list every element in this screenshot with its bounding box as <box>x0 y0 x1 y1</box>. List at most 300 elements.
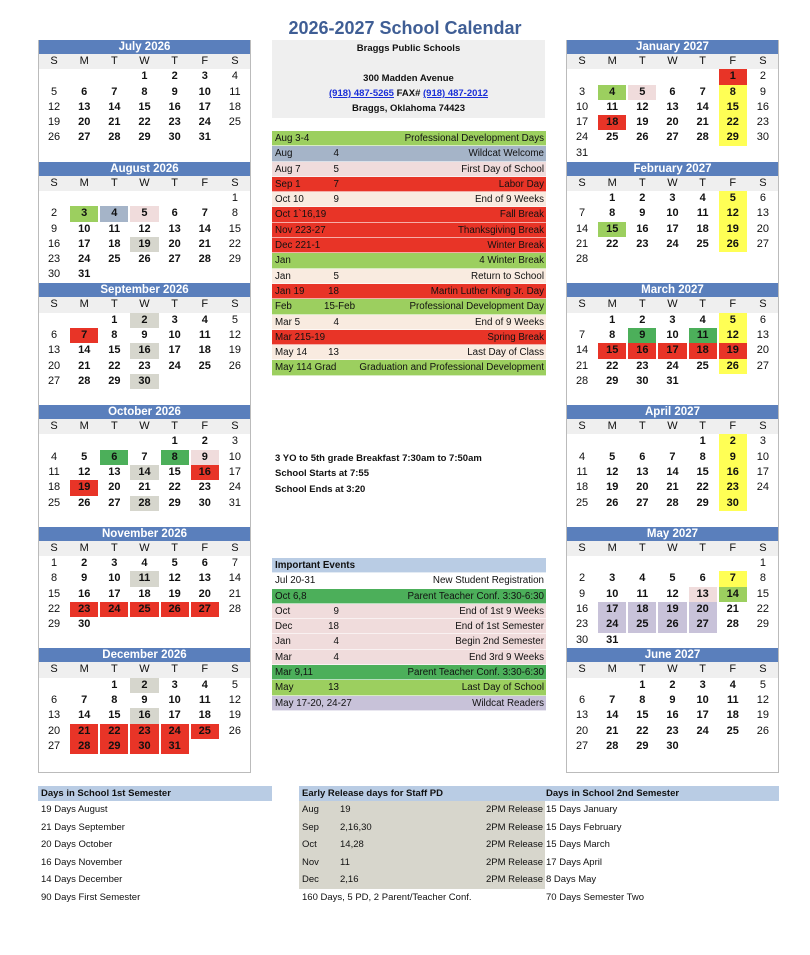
day-cell[interactable]: 19 <box>658 602 686 617</box>
day-cell[interactable]: 13 <box>47 709 61 722</box>
day-cell[interactable]: 15 <box>47 587 61 600</box>
day-cell[interactable]: 15 <box>108 709 121 722</box>
day-cell[interactable]: 26 <box>719 237 747 252</box>
day-cell[interactable]: 2 <box>639 191 646 204</box>
day-cell[interactable]: 22 <box>47 602 61 615</box>
day-cell[interactable]: 23 <box>168 116 181 129</box>
day-cell[interactable]: 9 <box>639 207 646 220</box>
day-cell[interactable]: 17 <box>696 709 709 722</box>
day-cell[interactable]: 30 <box>636 374 649 387</box>
day-cell[interactable]: 17 <box>228 465 242 478</box>
day-cell[interactable]: 10 <box>168 328 181 341</box>
day-cell[interactable]: 30 <box>198 496 211 509</box>
day-cell[interactable]: 11 <box>130 571 158 586</box>
day-cell[interactable]: 6 <box>669 85 676 98</box>
day-cell[interactable]: 20 <box>666 116 679 129</box>
day-cell[interactable]: 24 <box>161 724 189 739</box>
day-cell[interactable]: 1 <box>171 435 178 448</box>
day-cell[interactable]: 28 <box>575 374 589 387</box>
day-cell[interactable]: 25 <box>628 617 656 632</box>
day-cell[interactable]: 30 <box>756 131 770 144</box>
day-cell[interactable]: 5 <box>51 85 58 98</box>
day-cell[interactable]: 28 <box>78 374 91 387</box>
day-cell[interactable]: 11 <box>48 465 60 478</box>
day-cell[interactable]: 4 <box>51 450 58 463</box>
day-cell[interactable]: 18 <box>47 481 61 494</box>
day-cell[interactable]: 18 <box>628 602 656 617</box>
day-cell[interactable]: 26 <box>161 602 189 617</box>
day-cell[interactable]: 9 <box>171 85 178 98</box>
day-cell[interactable]: 6 <box>100 450 128 465</box>
day-cell[interactable]: 25 <box>191 724 219 739</box>
day-cell[interactable]: 13 <box>756 328 770 341</box>
day-cell[interactable]: 22 <box>636 724 649 737</box>
day-cell[interactable]: 21 <box>78 359 91 372</box>
day-cell[interactable]: 5 <box>81 450 88 463</box>
day-cell[interactable]: 6 <box>759 313 766 326</box>
day-cell[interactable]: 8 <box>231 207 238 220</box>
day-cell[interactable]: 7 <box>231 557 238 570</box>
day-cell[interactable]: 4 <box>201 678 208 691</box>
day-cell[interactable]: 12 <box>47 100 61 113</box>
day-cell[interactable]: 20 <box>689 602 717 617</box>
day-cell[interactable]: 18 <box>138 587 151 600</box>
day-cell[interactable]: 19 <box>47 116 61 129</box>
day-cell[interactable]: 8 <box>639 694 646 707</box>
day-cell[interactable]: 16 <box>47 237 61 250</box>
day-cell[interactable]: 8 <box>141 85 148 98</box>
day-cell[interactable]: 16 <box>628 343 656 358</box>
day-cell[interactable]: 13 <box>689 587 717 602</box>
day-cell[interactable]: 13 <box>47 344 61 357</box>
day-cell[interactable]: 12 <box>168 572 181 585</box>
day-cell[interactable]: 21 <box>696 116 709 129</box>
day-cell[interactable]: 15 <box>719 100 747 115</box>
day-cell[interactable]: 22 <box>100 724 128 739</box>
day-cell[interactable]: 27 <box>666 131 679 144</box>
day-cell[interactable]: 23 <box>130 724 158 739</box>
day-cell[interactable]: 24 <box>168 359 181 372</box>
day-cell[interactable]: 20 <box>636 481 649 494</box>
day-cell[interactable]: 23 <box>636 359 649 372</box>
day-cell[interactable]: 17 <box>198 100 211 113</box>
day-cell[interactable]: 5 <box>231 678 238 691</box>
day-cell[interactable]: 3 <box>669 313 676 326</box>
day-cell[interactable]: 11 <box>726 694 739 707</box>
day-cell[interactable]: 2 <box>759 70 766 83</box>
day-cell[interactable]: 6 <box>51 328 58 341</box>
day-cell[interactable]: 24 <box>575 131 589 144</box>
day-cell[interactable]: 25 <box>228 116 242 129</box>
day-cell[interactable]: 25 <box>696 237 709 250</box>
day-cell[interactable]: 9 <box>669 694 676 707</box>
day-cell[interactable]: 13 <box>198 572 211 585</box>
day-cell[interactable]: 7 <box>699 85 706 98</box>
day-cell[interactable]: 7 <box>719 571 747 586</box>
day-cell[interactable]: 2 <box>201 435 208 448</box>
day-cell[interactable]: 4 <box>729 678 736 691</box>
day-cell[interactable]: 21 <box>70 724 98 739</box>
day-cell[interactable]: 20 <box>78 116 91 129</box>
day-cell[interactable]: 29 <box>756 618 770 631</box>
day-cell[interactable]: 8 <box>699 450 706 463</box>
day-cell[interactable]: 20 <box>108 481 121 494</box>
day-cell[interactable]: 10 <box>168 694 181 707</box>
day-cell[interactable]: 30 <box>575 633 589 646</box>
day-cell[interactable]: 12 <box>138 222 151 235</box>
day-cell[interactable]: 11 <box>689 328 717 343</box>
day-cell[interactable]: 18 <box>198 344 211 357</box>
day-cell[interactable]: 28 <box>575 253 589 266</box>
day-cell[interactable]: 19 <box>719 343 747 358</box>
day-cell[interactable]: 2 <box>51 207 58 220</box>
day-cell[interactable]: 5 <box>609 450 616 463</box>
day-cell[interactable]: 12 <box>666 587 679 600</box>
day-cell[interactable]: 30 <box>78 618 91 631</box>
day-cell[interactable]: 21 <box>575 237 589 250</box>
day-cell[interactable]: 23 <box>47 253 61 266</box>
day-cell[interactable]: 30 <box>168 131 181 144</box>
day-cell[interactable]: 22 <box>756 602 770 615</box>
phone-link[interactable]: (918) 487-5265 <box>329 88 394 99</box>
day-cell[interactable]: 1 <box>111 313 118 326</box>
day-cell[interactable]: 9 <box>628 328 656 343</box>
day-cell[interactable]: 12 <box>756 694 770 707</box>
day-cell[interactable]: 14 <box>696 100 709 113</box>
day-cell[interactable]: 28 <box>606 739 619 752</box>
day-cell[interactable]: 7 <box>81 694 88 707</box>
day-cell[interactable]: 1 <box>639 678 646 691</box>
day-cell[interactable]: 7 <box>669 450 676 463</box>
day-cell[interactable]: 19 <box>636 116 649 129</box>
day-cell[interactable]: 27 <box>575 739 589 752</box>
day-cell[interactable]: 25 <box>606 131 619 144</box>
day-cell[interactable]: 29 <box>168 496 181 509</box>
day-cell[interactable]: 7 <box>141 450 148 463</box>
day-cell[interactable]: 21 <box>575 359 589 372</box>
day-cell[interactable]: 21 <box>726 602 739 615</box>
day-cell[interactable]: 28 <box>108 131 121 144</box>
day-cell[interactable]: 20 <box>168 237 181 250</box>
day-cell[interactable]: 1 <box>231 191 238 204</box>
day-cell[interactable]: 13 <box>575 709 589 722</box>
day-cell[interactable]: 15 <box>168 465 181 478</box>
day-cell[interactable]: 4 <box>639 572 646 585</box>
day-cell[interactable]: 1 <box>719 69 747 84</box>
day-cell[interactable]: 18 <box>575 481 589 494</box>
day-cell[interactable]: 22 <box>696 481 709 494</box>
day-cell[interactable]: 26 <box>756 724 770 737</box>
day-cell[interactable]: 1 <box>609 191 616 204</box>
day-cell[interactable]: 9 <box>141 328 148 341</box>
day-cell[interactable]: 23 <box>198 481 211 494</box>
day-cell[interactable]: 28 <box>666 496 679 509</box>
day-cell[interactable]: 15 <box>598 222 626 237</box>
day-cell[interactable]: 26 <box>138 253 151 266</box>
day-cell[interactable]: 14 <box>606 709 619 722</box>
day-cell[interactable]: 14 <box>78 344 91 357</box>
day-cell[interactable]: 14 <box>130 465 158 480</box>
day-cell[interactable]: 5 <box>719 313 747 328</box>
day-cell[interactable]: 6 <box>171 207 178 220</box>
day-cell[interactable]: 26 <box>719 359 747 374</box>
day-cell[interactable]: 27 <box>47 374 61 387</box>
day-cell[interactable]: 1 <box>699 435 706 448</box>
day-cell[interactable]: 9 <box>191 450 219 465</box>
day-cell[interactable]: 11 <box>198 328 211 341</box>
day-cell[interactable]: 2 <box>719 434 747 449</box>
day-cell[interactable]: 22 <box>108 359 121 372</box>
day-cell[interactable]: 3 <box>759 435 766 448</box>
day-cell[interactable]: 1 <box>609 313 616 326</box>
day-cell[interactable]: 7 <box>579 328 586 341</box>
day-cell[interactable]: 29 <box>606 374 619 387</box>
day-cell[interactable]: 24 <box>696 724 709 737</box>
day-cell[interactable]: 4 <box>231 70 238 83</box>
day-cell[interactable]: 31 <box>161 739 189 754</box>
day-cell[interactable]: 13 <box>666 100 679 113</box>
day-cell[interactable]: 29 <box>696 496 709 509</box>
day-cell[interactable]: 29 <box>47 618 61 631</box>
day-cell[interactable]: 15 <box>636 709 649 722</box>
day-cell[interactable]: 13 <box>78 100 91 113</box>
day-cell[interactable]: 21 <box>138 481 151 494</box>
day-cell[interactable]: 2 <box>130 313 158 328</box>
day-cell[interactable]: 31 <box>78 268 91 281</box>
day-cell[interactable]: 4 <box>201 313 208 326</box>
day-cell[interactable]: 18 <box>726 709 739 722</box>
day-cell[interactable]: 26 <box>47 131 61 144</box>
day-cell[interactable]: 12 <box>719 206 747 221</box>
day-cell[interactable]: 25 <box>696 359 709 372</box>
day-cell[interactable]: 23 <box>575 618 589 631</box>
day-cell[interactable]: 3 <box>699 678 706 691</box>
day-cell[interactable]: 24 <box>756 481 770 494</box>
day-cell[interactable]: 17 <box>598 602 626 617</box>
day-cell[interactable]: 19 <box>228 344 242 357</box>
day-cell[interactable]: 17 <box>168 709 181 722</box>
day-cell[interactable]: 4 <box>699 313 706 326</box>
day-cell[interactable]: 18 <box>198 709 211 722</box>
day-cell[interactable]: 27 <box>636 496 649 509</box>
day-cell[interactable]: 29 <box>719 130 747 145</box>
day-cell[interactable]: 15 <box>756 587 770 600</box>
day-cell[interactable]: 14 <box>575 344 589 357</box>
day-cell[interactable]: 12 <box>228 694 242 707</box>
day-cell[interactable]: 4 <box>699 191 706 204</box>
day-cell[interactable]: 24 <box>666 359 679 372</box>
day-cell[interactable]: 3 <box>70 206 98 221</box>
day-cell[interactable]: 8 <box>759 572 766 585</box>
day-cell[interactable]: 4 <box>579 450 586 463</box>
day-cell[interactable]: 5 <box>130 206 158 221</box>
day-cell[interactable]: 24 <box>78 253 91 266</box>
day-cell[interactable]: 3 <box>609 572 616 585</box>
day-cell[interactable]: 20 <box>47 359 61 372</box>
day-cell[interactable]: 30 <box>130 374 158 389</box>
day-cell[interactable]: 29 <box>100 739 128 754</box>
day-cell[interactable]: 27 <box>756 359 770 372</box>
day-cell[interactable]: 29 <box>228 253 242 266</box>
day-cell[interactable]: 27 <box>168 253 181 266</box>
day-cell[interactable]: 28 <box>198 253 211 266</box>
day-cell[interactable]: 25 <box>575 496 589 509</box>
day-cell[interactable]: 14 <box>719 587 747 602</box>
day-cell[interactable]: 18 <box>696 222 709 235</box>
day-cell[interactable]: 8 <box>161 450 189 465</box>
day-cell[interactable]: 17 <box>78 237 91 250</box>
day-cell[interactable]: 17 <box>168 344 181 357</box>
day-cell[interactable]: 11 <box>229 85 241 98</box>
day-cell[interactable]: 22 <box>606 359 619 372</box>
day-cell[interactable]: 29 <box>138 131 151 144</box>
day-cell[interactable]: 14 <box>198 222 211 235</box>
day-cell[interactable]: 19 <box>606 481 619 494</box>
day-cell[interactable]: 4 <box>598 85 626 100</box>
day-cell[interactable]: 6 <box>201 557 208 570</box>
day-cell[interactable]: 23 <box>70 602 98 617</box>
day-cell[interactable]: 7 <box>201 207 208 220</box>
day-cell[interactable]: 31 <box>228 496 242 509</box>
day-cell[interactable]: 24 <box>598 617 626 632</box>
day-cell[interactable]: 21 <box>606 724 619 737</box>
day-cell[interactable]: 11 <box>576 465 588 478</box>
day-cell[interactable]: 10 <box>198 85 211 98</box>
day-cell[interactable]: 10 <box>756 450 770 463</box>
day-cell[interactable]: 31 <box>606 633 619 646</box>
day-cell[interactable]: 28 <box>130 496 158 511</box>
day-cell[interactable]: 27 <box>78 131 91 144</box>
day-cell[interactable]: 3 <box>171 313 178 326</box>
day-cell[interactable]: 16 <box>78 587 91 600</box>
day-cell[interactable]: 20 <box>575 724 589 737</box>
day-cell[interactable]: 13 <box>108 465 121 478</box>
day-cell[interactable]: 22 <box>719 115 747 130</box>
day-cell[interactable]: 14 <box>78 709 91 722</box>
day-cell[interactable]: 12 <box>636 100 649 113</box>
day-cell[interactable]: 13 <box>168 222 181 235</box>
day-cell[interactable]: 4 <box>100 206 128 221</box>
day-cell[interactable]: 27 <box>689 617 717 632</box>
day-cell[interactable]: 19 <box>719 222 747 237</box>
day-cell[interactable]: 11 <box>606 100 619 113</box>
day-cell[interactable]: 30 <box>719 496 747 511</box>
day-cell[interactable]: 10 <box>78 222 91 235</box>
day-cell[interactable]: 27 <box>47 739 61 752</box>
day-cell[interactable]: 5 <box>628 85 656 100</box>
day-cell[interactable]: 7 <box>111 85 118 98</box>
day-cell[interactable]: 3 <box>171 678 178 691</box>
day-cell[interactable]: 5 <box>171 557 178 570</box>
day-cell[interactable]: 10 <box>666 207 679 220</box>
day-cell[interactable]: 8 <box>111 328 118 341</box>
day-cell[interactable]: 21 <box>666 481 679 494</box>
day-cell[interactable]: 9 <box>51 222 58 235</box>
day-cell[interactable]: 14 <box>108 100 121 113</box>
day-cell[interactable]: 27 <box>191 602 219 617</box>
day-cell[interactable]: 24 <box>198 116 211 129</box>
day-cell[interactable]: 30 <box>130 739 158 754</box>
day-cell[interactable]: 16 <box>756 100 770 113</box>
day-cell[interactable]: 2 <box>669 678 676 691</box>
day-cell[interactable]: 3 <box>201 70 208 83</box>
day-cell[interactable]: 25 <box>47 496 61 509</box>
day-cell[interactable]: 16 <box>191 465 219 480</box>
day-cell[interactable]: 6 <box>81 85 88 98</box>
day-cell[interactable]: 17 <box>658 343 686 358</box>
day-cell[interactable]: 3 <box>579 85 586 98</box>
day-cell[interactable]: 29 <box>108 374 121 387</box>
day-cell[interactable]: 29 <box>636 739 649 752</box>
day-cell[interactable]: 6 <box>759 191 766 204</box>
day-cell[interactable]: 23 <box>138 359 151 372</box>
day-cell[interactable]: 20 <box>756 344 770 357</box>
day-cell[interactable]: 14 <box>228 572 242 585</box>
day-cell[interactable]: 8 <box>51 572 58 585</box>
day-cell[interactable]: 11 <box>198 694 211 707</box>
day-cell[interactable]: 9 <box>141 694 148 707</box>
day-cell[interactable]: 22 <box>606 237 619 250</box>
day-cell[interactable]: 6 <box>579 694 586 707</box>
day-cell[interactable]: 24 <box>100 602 128 617</box>
day-cell[interactable]: 12 <box>78 465 91 478</box>
day-cell[interactable]: 9 <box>759 85 766 98</box>
day-cell[interactable]: 28 <box>70 739 98 754</box>
day-cell[interactable]: 6 <box>51 694 58 707</box>
day-cell[interactable]: 12 <box>228 328 242 341</box>
day-cell[interactable]: 1 <box>111 678 118 691</box>
day-cell[interactable]: 10 <box>696 694 709 707</box>
day-cell[interactable]: 26 <box>78 496 91 509</box>
day-cell[interactable]: 14 <box>666 465 679 478</box>
day-cell[interactable]: 8 <box>719 85 747 100</box>
day-cell[interactable]: 2 <box>579 572 586 585</box>
day-cell[interactable]: 2 <box>639 313 646 326</box>
day-cell[interactable]: 17 <box>575 116 589 129</box>
day-cell[interactable]: 21 <box>228 587 242 600</box>
day-cell[interactable]: 9 <box>81 572 88 585</box>
day-cell[interactable]: 2 <box>130 678 158 693</box>
day-cell[interactable]: 1 <box>141 70 148 83</box>
day-cell[interactable]: 10 <box>108 572 121 585</box>
day-cell[interactable]: 8 <box>111 694 118 707</box>
day-cell[interactable]: 22 <box>228 237 242 250</box>
day-cell[interactable]: 3 <box>669 191 676 204</box>
day-cell[interactable]: 9 <box>719 450 747 465</box>
day-cell[interactable]: 15 <box>108 344 121 357</box>
day-cell[interactable]: 25 <box>198 359 211 372</box>
day-cell[interactable]: 8 <box>609 207 616 220</box>
day-cell[interactable]: 8 <box>609 328 616 341</box>
day-cell[interactable]: 21 <box>198 237 211 250</box>
fax-link[interactable]: (918) 487-2012 <box>423 88 488 99</box>
day-cell[interactable]: 7 <box>70 328 98 343</box>
day-cell[interactable]: 27 <box>108 496 121 509</box>
day-cell[interactable]: 26 <box>228 724 242 737</box>
day-cell[interactable]: 18 <box>228 100 242 113</box>
day-cell[interactable]: 22 <box>138 116 151 129</box>
day-cell[interactable]: 16 <box>130 708 158 723</box>
day-cell[interactable]: 17 <box>666 222 679 235</box>
day-cell[interactable]: 6 <box>699 572 706 585</box>
day-cell[interactable]: 16 <box>666 709 679 722</box>
day-cell[interactable]: 11 <box>696 207 709 220</box>
day-cell[interactable]: 20 <box>198 587 211 600</box>
day-cell[interactable]: 15 <box>696 465 709 478</box>
day-cell[interactable]: 25 <box>130 602 158 617</box>
day-cell[interactable]: 16 <box>130 343 158 358</box>
day-cell[interactable]: 23 <box>719 480 747 495</box>
